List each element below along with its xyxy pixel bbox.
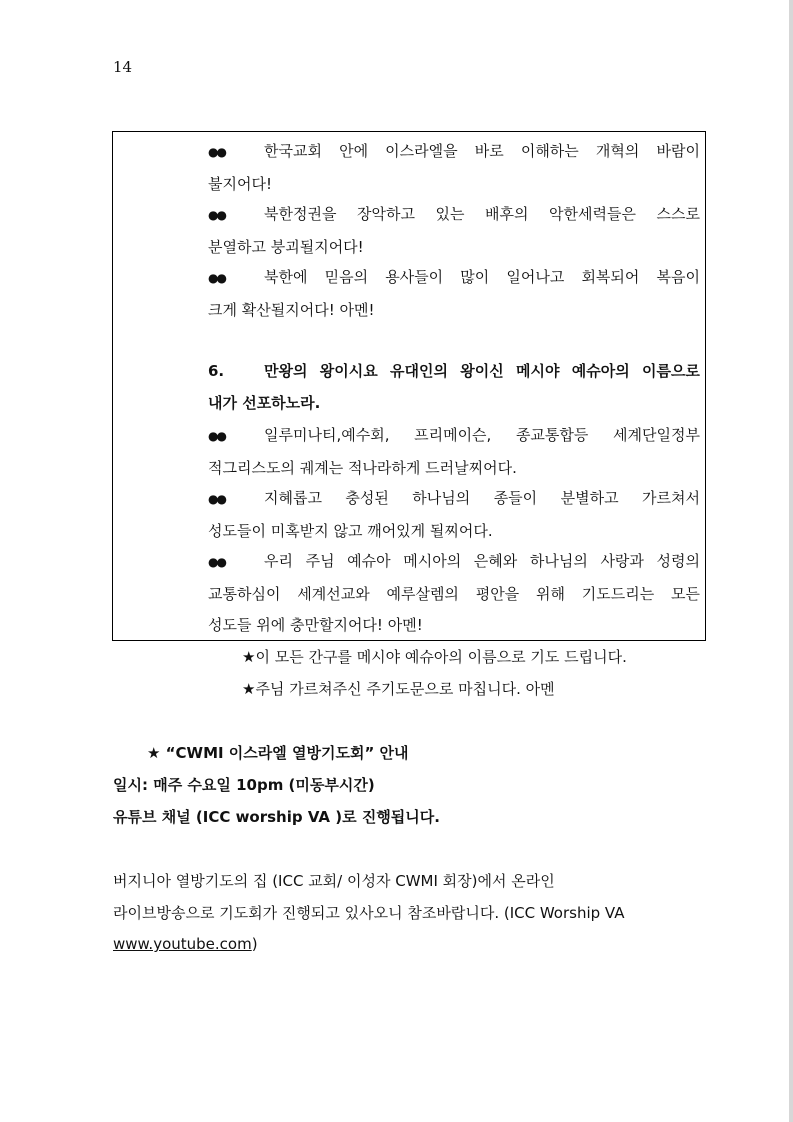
word: 모든	[670, 584, 700, 603]
word: 이해하는	[520, 142, 579, 160]
announcement-body-line-1: 버지니아 열방기도의 집 (ICC 교회/ 이성자 CWMI 회장)에서 온라인	[113, 872, 555, 890]
word: 바람이	[656, 142, 700, 160]
word: 개혁의	[595, 142, 640, 160]
youtube-link[interactable]: www.youtube.com	[113, 935, 252, 953]
heading-continuation: 내가 선포하노라.	[208, 393, 321, 412]
word: 교통하심이	[208, 584, 281, 603]
word: 일어나고	[506, 268, 565, 286]
page-edge	[789, 0, 793, 1122]
word: 일루미나티,예수회,	[264, 426, 390, 444]
word: 악한세력들은	[549, 205, 636, 223]
announcement-channel: 유튜브 채널 (ICC worship VA )로 진행됩니다.	[113, 808, 440, 826]
word: 가르쳐서	[641, 489, 700, 507]
word: 회복되어	[581, 268, 640, 286]
announcement-title: ★ “CWMI 이스라엘 열방기도회” 안내	[147, 744, 409, 762]
word: 바로	[474, 142, 504, 160]
heading-number: 6.	[208, 362, 225, 380]
word: 충성된	[345, 489, 389, 507]
word: 하나님의	[529, 552, 588, 570]
word: 용사들이	[385, 268, 444, 286]
word: 예루살렘의	[386, 584, 459, 603]
word: 평안을	[475, 584, 520, 603]
word: 믿음의	[324, 268, 369, 286]
word: 하나님의	[412, 489, 471, 507]
prayer-item-continuation: 적그리스도의 궤계는 적나라하게 드러날찌어다.	[208, 458, 517, 477]
prayer-item-continuation: 성도들 위에 충만할지어다! 아멘!	[208, 616, 423, 634]
word: 예슈아	[347, 552, 391, 570]
word: 메시야	[515, 362, 560, 380]
closing-note-2: ★주님 가르쳐주신 주기도문으로 마칩니다. 아멘	[242, 680, 555, 698]
prayer-item-2	[208, 199, 700, 263]
bullet-marker: ●●	[208, 492, 225, 506]
prayer-item-continuation: 분열하고 붕괴될지어다!	[208, 237, 364, 256]
word: 세계단일정부	[613, 426, 700, 444]
word: 종교통합등	[515, 426, 589, 444]
word: 종들이	[493, 489, 538, 507]
word: 복음이	[656, 268, 700, 286]
prayer-item-5	[208, 483, 700, 547]
page-number: 14	[113, 58, 133, 76]
word: 왕이신	[460, 362, 504, 380]
prayer-item-3	[208, 262, 700, 326]
word: 예슈아의	[571, 362, 630, 380]
word: 프리메이슨,	[414, 426, 492, 444]
bullet-marker: ●●	[208, 429, 225, 443]
announcement-schedule: 일시: 매주 수요일 10pm (미동부시간)	[113, 776, 375, 794]
word: 은혜와	[473, 552, 518, 570]
word: 있는	[435, 205, 465, 223]
prayer-item-continuation: 크게 확산될지어다! 아멘!	[208, 300, 375, 319]
link-suffix: )	[251, 935, 258, 953]
prayer-item-6	[208, 546, 700, 642]
word: 세계선교와	[297, 584, 370, 603]
bullet-marker: ●●	[208, 555, 225, 569]
bullet-marker: ●●	[208, 208, 225, 222]
prayer-item-continuation: 불지어다!	[208, 174, 272, 193]
word: 안에	[339, 142, 369, 160]
word: 유대인의	[389, 362, 448, 380]
word: 주님	[305, 552, 335, 570]
word: 한국교회	[264, 142, 322, 160]
word: 우리	[264, 552, 293, 570]
word: 분별하고	[560, 489, 619, 507]
word: 기도드리는	[581, 584, 655, 603]
word: 만왕의	[264, 362, 308, 380]
bullet-marker: ●●	[208, 271, 225, 285]
word: 장악하고	[356, 205, 415, 223]
prayer-box	[112, 131, 706, 641]
prayer-item-4	[208, 420, 700, 484]
word: 왕이시요	[319, 362, 378, 380]
word: 북한정권을	[264, 205, 337, 223]
word: 사랑과	[600, 552, 644, 570]
announcement-link-line	[113, 934, 258, 954]
word: 성령의	[656, 552, 700, 570]
word: 위해	[535, 584, 565, 603]
word: 스스로	[656, 205, 700, 223]
word: 이름으로	[641, 362, 700, 380]
word: 배후의	[485, 205, 529, 223]
word: 지혜롭고	[264, 489, 322, 507]
word: 북한에	[264, 268, 308, 286]
prayer-item-1	[208, 136, 700, 200]
word: 메시아의	[403, 552, 462, 570]
closing-note-1: ★이 모든 간구를 메시야 예슈아의 이름으로 기도 드립니다.	[242, 648, 627, 666]
prayer-heading-6	[208, 356, 700, 419]
word: 이스라엘을	[385, 142, 458, 160]
announcement-body-line-2: 라이브방송으로 기도회가 진행되고 있사오니 참조바랍니다. (ICC Worship VA	[113, 904, 625, 922]
bullet-marker: ●●	[208, 145, 225, 159]
prayer-item-continuation: 성도들이 미혹받지 않고 깨어있게 될찌어다.	[208, 521, 493, 540]
word: 많이	[460, 268, 490, 286]
